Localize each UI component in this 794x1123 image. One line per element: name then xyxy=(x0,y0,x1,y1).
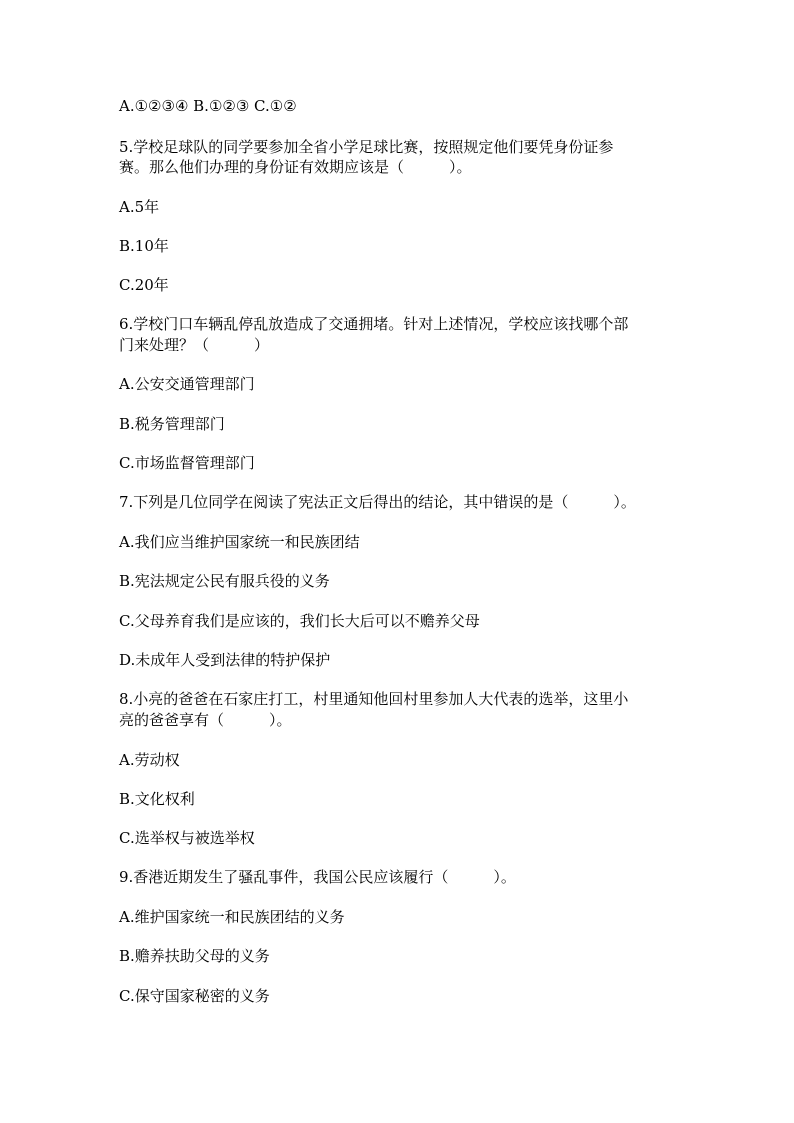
q9-option-a: A.维护国家统一和民族团结的义务 xyxy=(119,908,345,926)
q9-option-b: B.赡养扶助父母的义务 xyxy=(119,947,270,965)
q8-option-a: A.劳动权 xyxy=(119,751,180,769)
q6-option-c: C.市场监督管理部门 xyxy=(119,454,255,472)
q9-question: 9.香港近期发生了骚乱事件，我国公民应该履行（ ）。 xyxy=(119,868,516,886)
q7-option-c: C.父母养育我们是应该的，我们长大后可以不赡养父母 xyxy=(119,612,480,630)
q8-option-b: B.文化权利 xyxy=(119,790,195,808)
q7-option-a: A.我们应当维护国家统一和民族团结 xyxy=(119,533,360,551)
q6-option-a: A.公安交通管理部门 xyxy=(119,375,255,393)
q8-question-line-2: 亮的爸爸享有（ ）。 xyxy=(119,711,292,729)
q6-question-line-2: 门来处理？（ ） xyxy=(119,336,270,354)
q5-question-line-2: 赛。那么他们办理的身份证有效期应该是（ ）。 xyxy=(119,158,472,176)
q5-option-c: C.20年 xyxy=(119,276,169,294)
q5-option-b: B.10年 xyxy=(119,237,169,255)
q7-question: 7.下列是几位同学在阅读了宪法正文后得出的结论，其中错误的是（ ）。 xyxy=(119,493,636,511)
q5-option-a: A.5年 xyxy=(119,198,160,216)
q6-question-line-1: 6.学校门口车辆乱停乱放造成了交通拥堵。针对上述情况，学校应该找哪个部 xyxy=(119,315,629,333)
q8-question-line-1: 8.小亮的爸爸在石家庄打工，村里通知他回村里参加人大代表的选举，这里小 xyxy=(119,690,629,708)
q5-question-line-1: 5.学校足球队的同学要参加全省小学足球比赛，按照规定他们要凭身份证参 xyxy=(119,138,614,156)
q6-option-b: B.税务管理部门 xyxy=(119,415,225,433)
q4-options-line: A.①②③④ B.①②③ C.①② xyxy=(119,97,297,115)
q7-option-b: B.宪法规定公民有服兵役的义务 xyxy=(119,572,330,590)
q8-option-c: C.选举权与被选举权 xyxy=(119,829,255,847)
q9-option-c: C.保守国家秘密的义务 xyxy=(119,987,270,1005)
q7-option-d: D.未成年人受到法律的特护保护 xyxy=(119,651,331,669)
